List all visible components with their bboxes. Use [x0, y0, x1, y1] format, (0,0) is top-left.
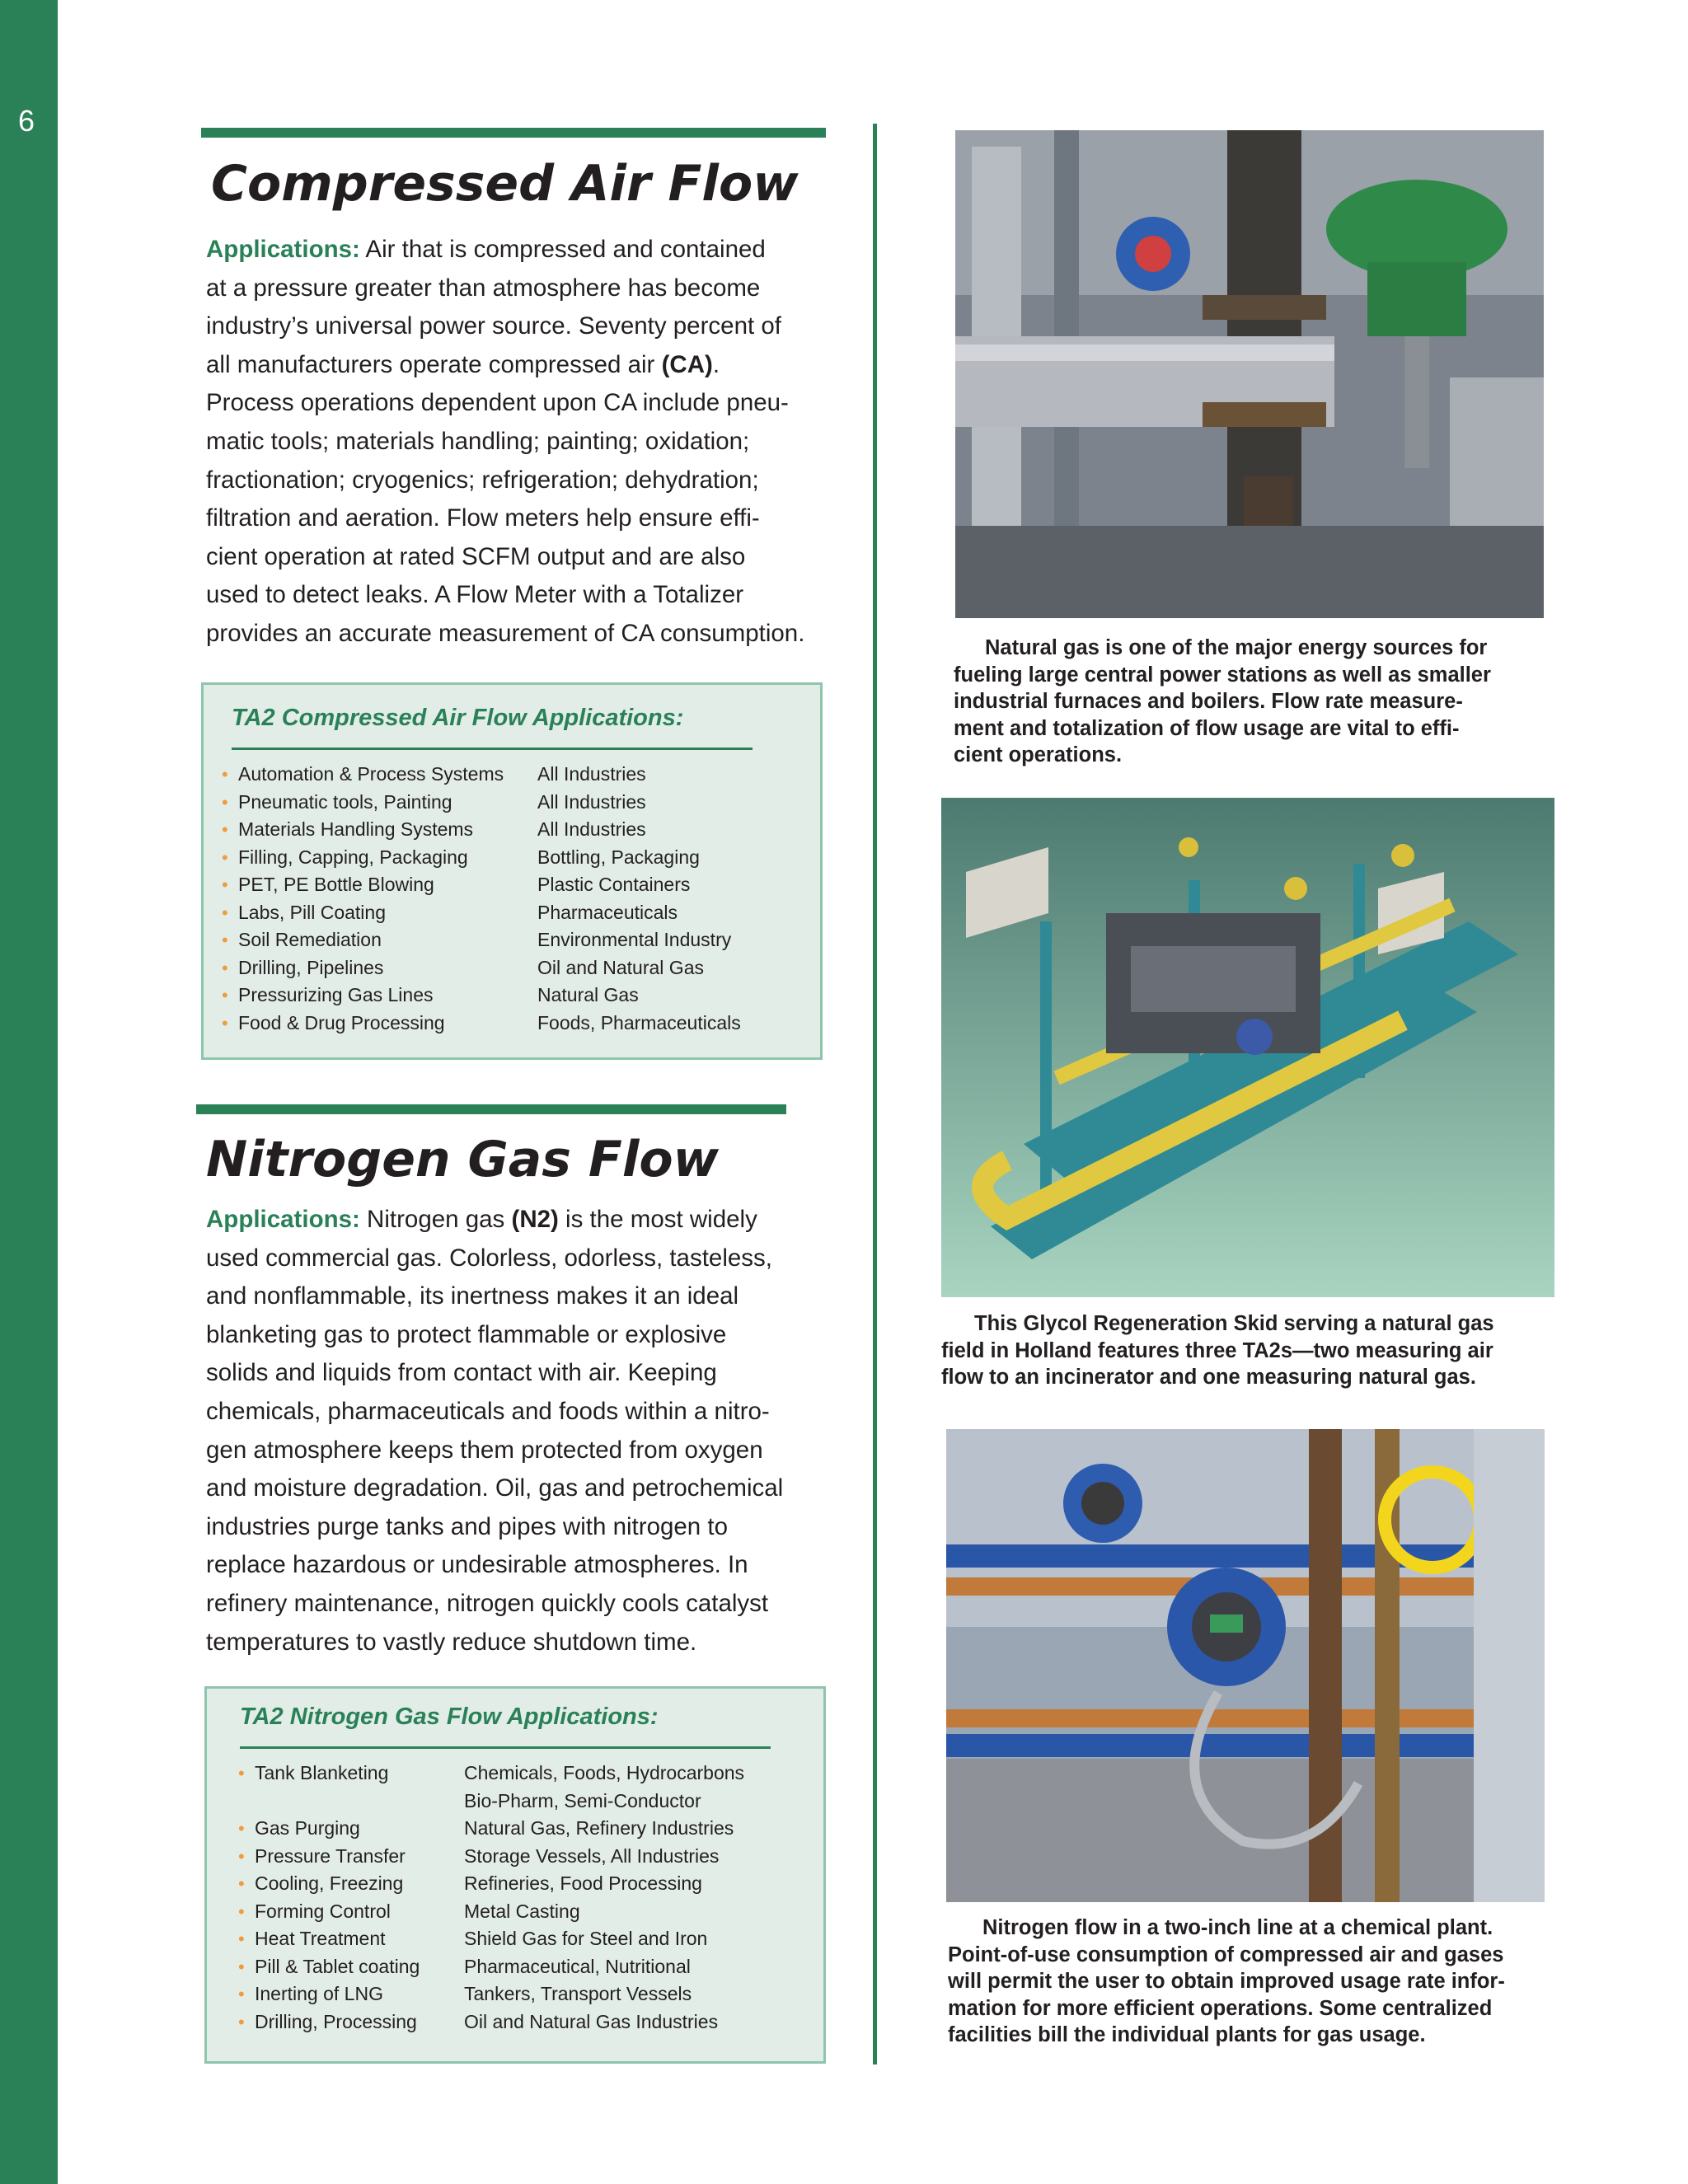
application-industry: Refineries, Food Processing — [464, 1872, 702, 1894]
application-industry: Metal Casting — [464, 1900, 580, 1922]
application-industry: All Industries — [537, 763, 646, 785]
paragraph-line: cient operation at rated SCFM output and are also — [206, 542, 746, 570]
application-row — [207, 2008, 823, 2036]
nitrogen-paragraph — [206, 1201, 832, 1661]
bullet-icon: • — [238, 2011, 245, 2032]
paragraph-line: matic tools; materials handling; painting; oxidation; — [206, 427, 750, 455]
paragraph-line: industry’s universal power source. Seventy percent of — [206, 312, 781, 340]
application-use: Heat Treatment — [255, 1928, 386, 1949]
bullet-icon: • — [222, 902, 228, 923]
paragraph-line: Applications: Nitrogen gas (N2) is the most widely — [206, 1206, 757, 1233]
paragraph-line: fractionation; cryogenics; refrigeration; dehydration; — [206, 466, 759, 494]
bullet-icon: • — [238, 1818, 245, 1839]
application-industry: Tankers, Transport Vessels — [464, 1983, 692, 2004]
caption-nitrogen-line — [948, 1915, 1550, 2049]
application-row — [204, 789, 820, 817]
bullet-icon: • — [222, 819, 228, 840]
application-row — [204, 899, 820, 927]
application-row — [207, 1815, 823, 1843]
application-row — [204, 926, 820, 954]
paragraph-line: and nonflammable, its inertness makes it an ideal — [206, 1282, 739, 1310]
page-number: 6 — [18, 104, 35, 138]
application-use: Automation & Process Systems — [238, 763, 504, 785]
caption-line: mation for more efficient operations. Some centralized — [948, 1996, 1493, 2020]
bullet-icon: • — [238, 1956, 245, 1977]
paragraph-line: chemicals, pharmaceuticals and foods within a nitro- — [206, 1397, 770, 1425]
caption-line: Point-of-use consumption of compressed air and gases — [948, 1943, 1504, 1966]
side-bar — [0, 0, 58, 2184]
application-row — [204, 954, 820, 982]
section-rule-nitrogen — [196, 1104, 786, 1114]
application-row — [207, 1953, 823, 1981]
caption-line: facilities bill the individual plants for gas usage. — [948, 2023, 1426, 2046]
paragraph-line: solids and liquids from contact with air. Keeping — [206, 1359, 717, 1387]
caption-line: flow to an incinerator and one measuring natural gas. — [941, 1366, 1476, 1389]
paragraph-line: replace hazardous or undesirable atmospheres. In — [206, 1551, 748, 1579]
application-use: Inerting of LNG — [255, 1983, 383, 2004]
caption-line: fueling large central power stations as well as smaller — [954, 663, 1491, 687]
application-use: Filling, Capping, Packaging — [238, 846, 468, 868]
bullet-icon: • — [238, 1763, 245, 1783]
applications-label: Applications: — [206, 1206, 360, 1233]
caption-line: cient operations. — [954, 743, 1123, 766]
application-use: Cooling, Freezing — [255, 1872, 404, 1894]
section-title-compressed-air: Compressed Air Flow — [211, 155, 799, 213]
application-row — [204, 761, 820, 789]
application-use: Soil Remediation — [238, 929, 382, 950]
bullet-icon: • — [222, 846, 228, 868]
applications-label: Applications: — [206, 236, 360, 263]
caption-line: Nitrogen flow in a two-inch line at a chemical plant. — [982, 1916, 1493, 1939]
bullet-icon: • — [222, 1012, 228, 1033]
application-industry: All Industries — [537, 818, 646, 840]
application-use: Gas Purging — [255, 1817, 360, 1839]
application-use: Drilling, Processing — [255, 2010, 417, 2032]
paragraph-line: at a pressure greater than atmosphere has become — [206, 274, 761, 302]
applications-box-rule — [240, 1746, 771, 1749]
application-industry: Foods, Pharmaceuticals — [537, 1011, 741, 1033]
section-title-nitrogen: Nitrogen Gas Flow — [206, 1131, 720, 1188]
caption-glycol-skid — [941, 1310, 1551, 1391]
application-use: Tank Blanketing — [255, 1762, 389, 1783]
paragraph-line: temperatures to vastly reduce shutdown time. — [206, 1628, 697, 1656]
application-use: Forming Control — [255, 1900, 391, 1922]
paragraph-line: Applications: Air that is compressed and contained — [206, 236, 766, 263]
applications-box-title: TA2 Nitrogen Gas Flow Applications: — [240, 1704, 659, 1730]
application-industry: Natural Gas — [537, 984, 639, 1005]
application-industry: Shield Gas for Steel and Iron — [464, 1928, 708, 1949]
application-use: PET, PE Bottle Blowing — [238, 874, 434, 895]
application-use: Pneumatic tools, Painting — [238, 790, 452, 813]
paragraph-line: all manufacturers operate compressed air (CA). — [206, 350, 720, 378]
application-row — [204, 1010, 820, 1038]
application-row — [207, 1898, 823, 1926]
paragraph-line: used to detect leaks. A Flow Meter with a Totalizer — [206, 581, 744, 609]
application-industry: All Industries — [537, 790, 646, 813]
application-row — [207, 1843, 823, 1871]
bullet-icon: • — [238, 1873, 245, 1894]
bullet-icon: • — [238, 1900, 245, 1922]
application-row — [207, 1760, 823, 1788]
compressed-air-paragraph — [206, 231, 832, 654]
caption-line: Natural gas is one of the major energy sources for — [985, 636, 1488, 659]
paragraph-line: and moisture degradation. Oil, gas and petrochemical — [206, 1474, 784, 1502]
application-industry: Pharmaceutical, Nutritional — [464, 1955, 691, 1977]
application-use: Drilling, Pipelines — [238, 956, 384, 978]
photo-natural-gas-valve — [955, 130, 1544, 618]
paragraph-line: industries purge tanks and pipes with nitrogen to — [206, 1512, 728, 1540]
application-use: Labs, Pill Coating — [238, 901, 386, 923]
application-row — [204, 982, 820, 1010]
bullet-icon: • — [238, 1984, 245, 2004]
caption-natural-gas — [954, 635, 1547, 769]
applications-box-rule — [232, 748, 753, 750]
compressed-air-applications-box — [201, 682, 823, 1060]
bullet-icon: • — [222, 791, 228, 813]
application-industry: Environmental Industry — [537, 929, 732, 950]
caption-line: field in Holland features three TA2s—two measuring air — [941, 1338, 1493, 1362]
bullet-icon: • — [222, 985, 228, 1005]
application-use: Pressure Transfer — [255, 1844, 406, 1867]
bullet-icon: • — [222, 764, 228, 785]
application-use: Materials Handling Systems — [238, 818, 474, 840]
application-industry: Bottling, Packaging — [537, 846, 700, 868]
caption-line: will permit the user to obtain improved usage rate infor- — [948, 1970, 1505, 1993]
nitrogen-applications-box — [204, 1686, 826, 2064]
photo-nitrogen-line — [946, 1429, 1545, 1902]
application-row — [204, 871, 820, 899]
bullet-icon: • — [238, 1929, 245, 1949]
application-industry: Plastic Containers — [537, 874, 691, 895]
application-row — [207, 1788, 823, 1816]
application-industry: Natural Gas, Refinery Industries — [464, 1817, 734, 1839]
application-industry: Oil and Natural Gas Industries — [464, 2010, 719, 2032]
application-use: Food & Drug Processing — [238, 1011, 445, 1033]
caption-line: ment and totalization of flow usage are vital to effi- — [954, 716, 1460, 740]
section-rule-compressed-air — [201, 128, 826, 138]
application-use: Pill & Tablet coating — [255, 1955, 420, 1977]
photo-glycol-skid — [941, 798, 1554, 1297]
application-industry: Bio-Pharm, Semi-Conductor — [464, 1789, 701, 1811]
application-industry: Pharmaceuticals — [537, 901, 678, 923]
paragraph-line: used commercial gas. Colorless, odorless, tasteless, — [206, 1244, 772, 1272]
application-row — [204, 844, 820, 872]
paragraph-line: blanketing gas to protect flammable or explosive — [206, 1320, 727, 1348]
application-industry: Storage Vessels, All Industries — [464, 1844, 720, 1867]
paragraph-line: filtration and aeration. Flow meters help ensure effi- — [206, 504, 760, 532]
application-row — [207, 1870, 823, 1898]
application-row — [207, 1980, 823, 2008]
bullet-icon: • — [222, 874, 228, 895]
caption-line: This Glycol Regeneration Skid serving a natural gas — [974, 1312, 1494, 1335]
application-row — [207, 1925, 823, 1953]
caption-line: industrial furnaces and boilers. Flow rate measure- — [954, 690, 1463, 713]
application-industry: Oil and Natural Gas — [537, 956, 704, 978]
paragraph-line: provides an accurate measurement of CA consumption. — [206, 619, 805, 647]
paragraph-line: Process operations dependent upon CA include pneu- — [206, 389, 789, 417]
application-industry: Chemicals, Foods, Hydrocarbons — [464, 1762, 745, 1783]
abbreviation-ca: (CA) — [661, 350, 713, 378]
bullet-icon: • — [222, 930, 228, 950]
abbreviation-n2: (N2) — [511, 1206, 559, 1233]
application-row — [204, 816, 820, 844]
paragraph-line: gen atmosphere keeps them protected from oxygen — [206, 1436, 763, 1464]
application-use: Pressurizing Gas Lines — [238, 984, 434, 1005]
bullet-icon: • — [238, 1845, 245, 1867]
paragraph-line: refinery maintenance, nitrogen quickly cools catalyst — [206, 1589, 769, 1617]
applications-box-title: TA2 Compressed Air Flow Applications: — [232, 705, 684, 731]
bullet-icon: • — [222, 957, 228, 978]
column-divider — [873, 124, 877, 2064]
